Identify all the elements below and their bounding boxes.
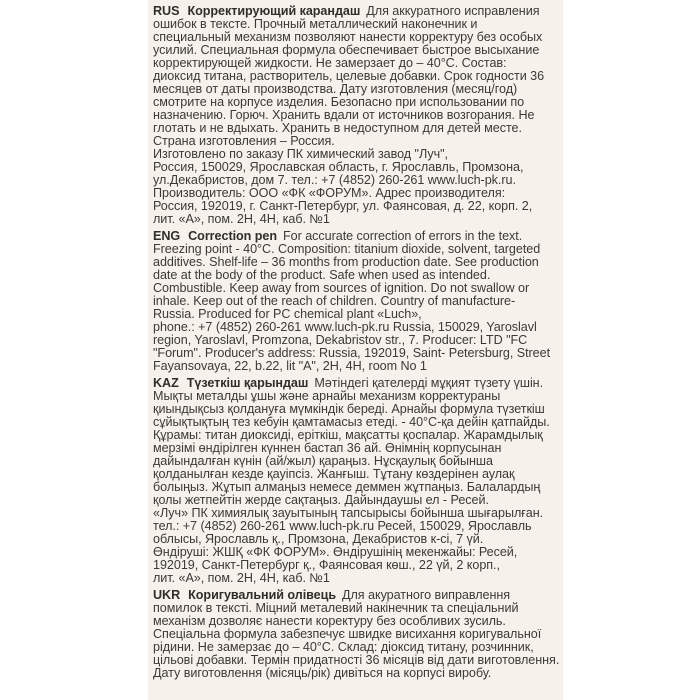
body-line: мерзімі өндірілген күннен бастап 36 ай. Өнімнің корпусынан	[153, 441, 502, 455]
body-line: лит. «А», пом. 2Н, 4Н, каб. №1	[153, 212, 330, 226]
body-line: «Луч» ПК химиялық зауытының тапсырысы бойынша шығарылған.	[153, 506, 544, 520]
body-line: region, Yaroslavl, Promzona, Dekabristov str., 7. Producer: LTD "FC	[153, 333, 528, 347]
body-line: For accurate correction of errors in the text.	[283, 229, 523, 243]
body-line: рідини. Не замерзає до – 40°С. Склад: діоксид титану, розчинник,	[153, 640, 534, 654]
language-code: ENG	[153, 229, 181, 243]
body-line: Для акуратного виправлення	[342, 588, 511, 602]
body-line: Спеціальна формула забезпечує швидке висихання коригувальної	[153, 627, 542, 641]
body-line: Fayansovaya, 22, b.22, lit "A", 2H, 4H, room No 1	[153, 359, 427, 373]
body-line: "Forum". Producer's address: Russia, 192019, Saint- Petersburg, Street	[153, 346, 551, 360]
body-line: Россия, 150029, Ярославская область, г. Ярославль, Промзона,	[153, 160, 524, 174]
body-line: глотать и не вдыхать. Хранить в недоступном для детей месте.	[153, 121, 522, 135]
body-line: 192019, Санкт-Петербург қ., Фаянсовая көш., 22 үй, 2 корп.,	[153, 558, 500, 572]
body-line: Производитель: ООО «ФК «ФОРУМ». Адрес производителя:	[153, 186, 506, 200]
body-line: Мәтіндегі қателерді мұқият түзету үшін.	[314, 376, 544, 390]
body-line: қолы жетпейтін жерде сақтаңыз. Дайындаушы ел - Ресей.	[153, 493, 489, 507]
body-line: помилок в тексті. Міцний металевий накінечник та спеціальний	[153, 601, 519, 615]
body-line: тел.: +7 (4852) 260-261 www.luch-pk.ru Ресей, 150029, Ярославль	[153, 519, 532, 533]
body-line: Мықты металды ұшы және арнайы механизм корректураны	[153, 389, 501, 403]
body-line: дайындалған күнін (ай/жыл) қараңыз. Нұсқаулық бойынша	[153, 454, 493, 468]
body-line: назначению. Горюч. Хранить вдали от источников возгорания. Не	[153, 108, 535, 122]
body-line: Freezing point - 40°C. Composition: titanium dioxide, solvent, targeted	[153, 242, 541, 256]
product-label	[148, 0, 563, 700]
body-line: диоксид титана, растворитель, целевые добавки. Срок годности 36	[153, 69, 545, 83]
section-eng	[153, 230, 573, 373]
body-line: лит. «А», пом. 2Н, 4Н, каб. №1	[153, 571, 330, 585]
section-ukr	[153, 589, 573, 680]
section-kaz	[153, 377, 573, 585]
body-line: Страна изготовления – Россия.	[153, 134, 335, 148]
body-line: Russia. Produced for PC chemical plant «Luch»,	[153, 307, 422, 321]
language-code: RUS	[153, 4, 180, 18]
body-line: date at the body of the product. Safe when used as intended.	[153, 268, 491, 282]
body-line: месяцев от даты производства. Дату изготовления (месяц/год)	[153, 82, 518, 96]
body-line: облысы, Ярославль қ., Промзона, Декабристов к-сі, 7 үй.	[153, 532, 484, 546]
body-line: Combustible. Keep away from sources of ignition. Do not swallow or	[153, 281, 530, 295]
product-title: Correction pen	[188, 229, 278, 243]
section-rus	[153, 5, 573, 226]
body-line: специальный механизм позволяют нанести корректуру без особых	[153, 30, 543, 44]
product-title: Корректирующий карандаш	[187, 4, 361, 18]
body-line: Для аккуратного исправления	[366, 4, 540, 18]
body-line: Өндіруші: ЖШҚ «ФК ФОРУМ». Өндірушінің мекенжайы: Ресей,	[153, 545, 518, 559]
body-line: Изготовлено по заказу ПК химический завод "Луч",	[153, 147, 448, 161]
body-line: ул.Декабристов, дом 7. тел.: +7 (4852) 260-261 www.luch-pk.ru.	[153, 173, 516, 187]
body-line: additives. Shelf-life – 36 months from production date. See production	[153, 255, 539, 269]
body-line: Россия, 192019, г. Санкт-Петербург, ул. Фаянсовая, д. 22, корп. 2,	[153, 199, 533, 213]
body-line: цільові добавки. Термін придатності 36 місяців від дати виготовлення.	[153, 653, 560, 667]
body-line: механізм дозволяє нанести коректуру без особливих зусиль.	[153, 614, 506, 628]
body-line: ошибок в тексте. Прочный металлический наконечник и	[153, 17, 478, 31]
body-line: сұйықтықтың тез кебуін қамтамасыз етеді. - 40°С-қа дейін қатпайды.	[153, 415, 550, 429]
body-line: қиындықсыз қолдануға мүмкіндік береді. Арнайы формула түзеткіш	[153, 402, 545, 416]
body-line: усилий. Специальная формула обеспечивает быстрое высыхание	[153, 43, 540, 57]
body-line: болыңыз. Жұтып алмаңыз немесе деммен жұтпаңыз. Балалардың	[153, 480, 541, 494]
language-code: UKR	[153, 588, 181, 602]
body-line: inhale. Keep out of the reach of children. Country of manufacture-	[153, 294, 516, 308]
body-line: смотрите на корпусе изделия. Безопасно при использовании по	[153, 95, 525, 109]
body-line: phone.: +7 (4852) 260-261 www.luch-pk.ru Russia, 150029, Yaroslavl	[153, 320, 537, 334]
body-line: қолданылған кезде қауіпсіз. Жанғыш. Тұтану көздерінен аулақ	[153, 467, 515, 481]
language-code: KAZ	[153, 376, 179, 390]
product-title: Түзеткіш қарындаш	[186, 376, 309, 390]
label-text	[153, 5, 573, 684]
body-line: Дату виготовлення (місяць/рік) дивіться на корпусі виробу.	[153, 666, 492, 680]
body-line: Құрамы: титан диоксиді, еріткіш, мақсатты қоспалар. Жарамдылық	[153, 428, 543, 442]
product-title: Коригувальний олівець	[188, 588, 337, 602]
body-line: корректирующей жидкости. Не замерзает до – 40°С. Состав:	[153, 56, 507, 70]
